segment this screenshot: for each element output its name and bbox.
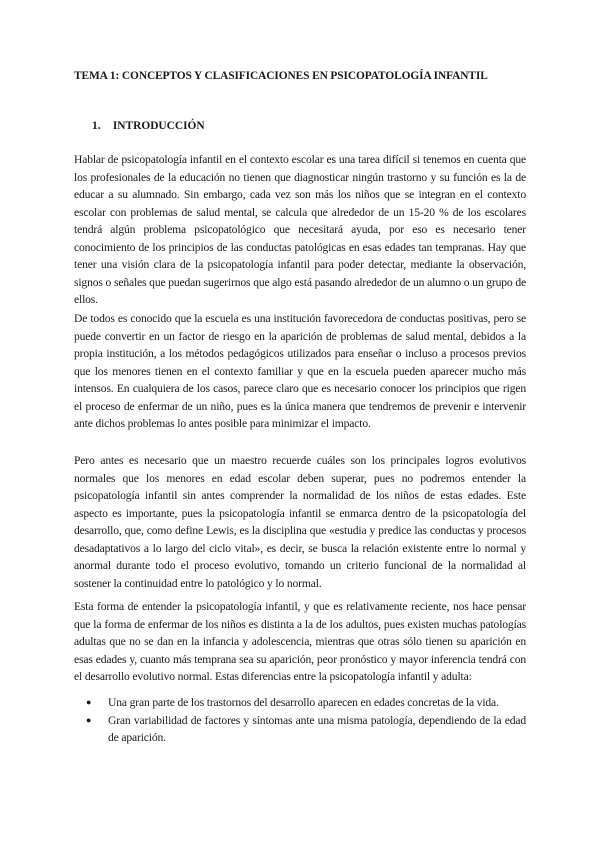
list-item (74, 694, 526, 712)
paragraph: De todos es conocido que la escuela es una institución favorecedora de conductas positivas, pero se puede convertir en un factor de riesgo en la aparición de problemas de salud mental, debidos a la propia institución, a los métodos pedagógicos utilizados para enseñar o incluso a procesos previos que los menores tienen en el contexto familiar y que en la escuela pueden aparecer mucho más intensos. En cualquiera de los casos, parece claro que es necesario conocer los principios que rigen el proceso de enfermar de un niño, pues es la única manera que tendremos de prevenir e intervenir ante dichos problemas lo antes posible para minimizar el impacto. (74, 312, 526, 430)
bullet-icon: ● (86, 714, 92, 725)
paragraph: Pero antes es necesario que un maestro recuerde cuáles son los principales logros evolutivos normales que los menores en edad escolar deben superar, pues no podremos entender la psicopatología infantil sin antes comprender la normalidad de los niños de estas edades. Este aspecto es importante, pues la psicopatología infantil se enmarca dentro de la psicopatología del desarrollo, que, como define Lewis, es la disciplina que «estudia y predice las conductas y procesos desadaptativos a lo largo del ciclo vital», es decir, se busca la relación existente entre lo normal y anormal durante todo el proceso evolutivo, tomando un criterio funcional de la normalidad al sostener la continuidad entre lo patológico y lo normal. (74, 454, 526, 590)
section-heading (92, 120, 205, 132)
bullet-list (74, 694, 526, 747)
bullet-icon: ● (86, 697, 92, 707)
list-item-text: Gran variabilidad de factores y síntomas ante una misma patología, dependiendo de la edad de aparición. (108, 713, 526, 744)
document-title: TEMA 1: CONCEPTOS Y CLASIFICACIONES EN PSICOPATOLOGÍA INFANTIL (74, 70, 488, 82)
list-item (74, 712, 526, 747)
section-title: INTRODUCCIÓN (112, 120, 205, 132)
list-item-text: Una gran parte de los trastornos del desarrollo aparecen en edades concretas de la vida. (108, 696, 499, 709)
paragraph: Esta forma de entender la psicopatología infantil, y que es relativamente reciente, nos hace pensar que la forma de enfermar de los niños es distinta a la de los adultos, pues existen muchas patologías adultas que no se dan en la infancia y adolescencia, mientras que otras sólo tienen su aparición en esas edades y, cuanto más temprana sea su aparición, peor pronóstico y mayor inferencia tendrá con el desarrollo evolutivo normal. Estas diferencias entre la psicopatología infantil y adulta: (74, 600, 526, 683)
section-number: 1. (92, 120, 101, 132)
paragraph: Hablar de psicopatología infantil en el contexto escolar es una tarea difícil si tenemos en cuenta que los profesionales de la educación no tienen que diagnosticar ningún trastorno y su función es la de educar a su alumnado. Sin embargo, cada vez son más los niños que se integran en el contexto escolar con problemas de salud mental, se calcula que alrededor de un 15-20 % de los escolares tendrá algún problema psicopatológico que necesitará ayuda, por eso es necesario tener conocimiento de los principios de las conductas patológicas en esas edades tan tempranas. Hay que tener una visión clara de la psicopatología infantil para poder detectar, mediante la observación, signos o señales que puedan sugerirnos que algo está pasando alrededor de un alumno o un grupo de ellos. (74, 153, 526, 306)
